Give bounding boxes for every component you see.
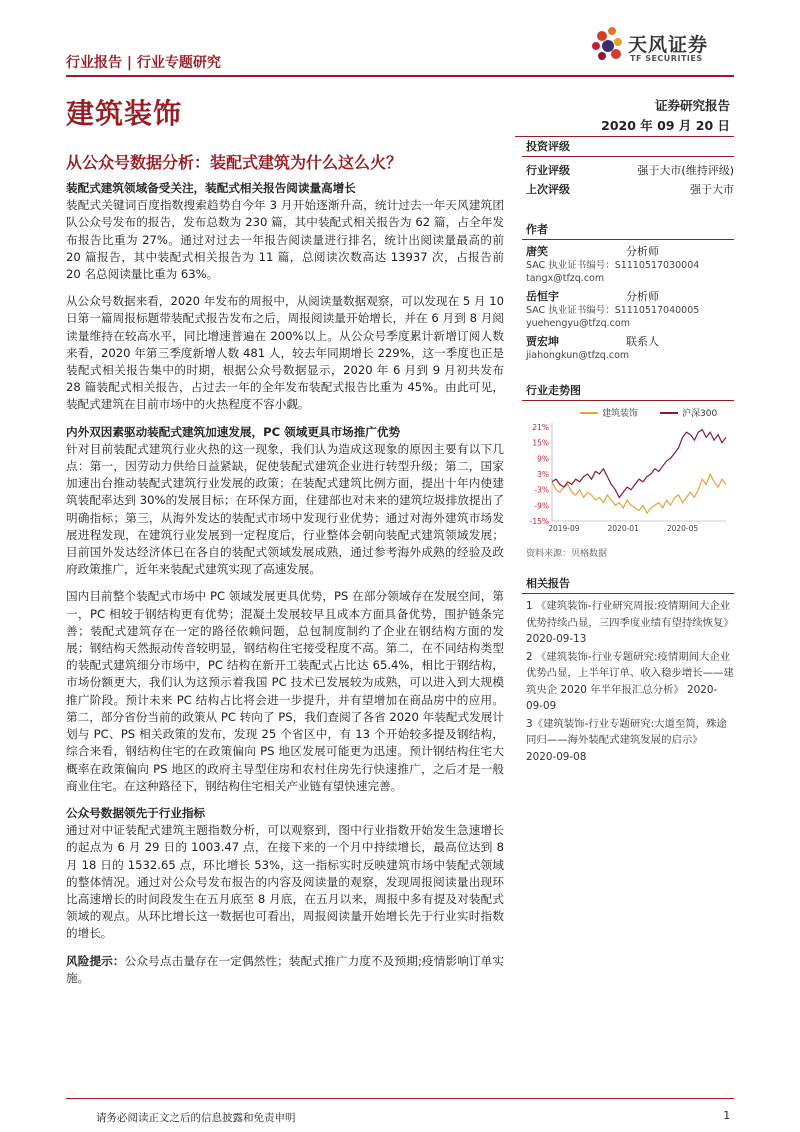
author-name: 岳恒宇 [526,290,559,303]
author-role: 联系人 [626,335,659,348]
industry-rating-label: 行业评级 [526,164,570,177]
x-tick-label: 2019-09 [548,524,580,533]
logo-name: 天风证券 [628,34,709,56]
risk-warning [66,953,504,987]
legend-label: 沪深300 [682,409,718,419]
author-email[interactable]: jiahongkun@tfzq.com [526,350,630,361]
industry-rating [522,161,734,180]
related-report-item[interactable]: 3《建筑装饰-行业专题研究:大道至简，殊途同归——海外装配式建筑发展的启示》 2020-09-08 [526,717,727,763]
section-heading-2: 内外双因素驱动装配式建筑加速发展，PC 领域更具市场推广优势 [66,424,401,439]
related-reports [522,598,734,765]
company-logo [588,22,738,68]
author-cert: SAC 执业证书编号：S1110517030004 [526,260,700,271]
prev-rating-label: 上次评级 [526,183,570,196]
author-role: 分析师 [626,245,659,258]
report-category: 行业报告 | 行业专题研究 [66,55,221,71]
paragraph: 从公众号数据来看，2020 年发布的周报中，从阅读量数据观察，可以发现在 5 月 10 日第一篇周报标题带装配式报告发布之后，周报阅读量开始增长，并在 6 月到 8 月阅读量维持在较高水平，同比增速普遍在 200%以上。从公众号季度累计新增订阅人数来看，2020 年第三季度新增人数 481 人，较去年同期增长 229%，这一季度也正是装配式相关报告集中的时期，根据公众号数据显示，2020 年 6 月到 9 月初共发布 28 篇装配式相关报告，占过去一年的全年发布装配式报告比重为 45%。由此可见，装配式建筑在目前市场中的火热程度不容小觑。 [66,294,504,412]
main-content [66,180,504,997]
authors-heading: 作者 [522,219,734,240]
y-tick-label: 21% [532,423,549,432]
section-heading-1: 装配式建筑领域备受关注，装配式相关报告阅读量高增长 [66,181,356,195]
chart-source: 资料来源：贝格数据 [526,549,608,559]
header-divider [66,75,734,77]
paragraph: 装配式关键词百度指数搜索趋势自今年 3 月开始逐渐升高，统计过去一年天风建筑团队公众号发布的报告，发布总数为 230 篇，其中装配式相关报告为 62 篇，占全年发布报告比重为 27%。通过对过去一年报告阅读量进行排名，统计出阅读量最高的前 20 篇报告，其中装配式相关报告为 11 篇，总阅读次数高达 13937 次，占报告前 20 名总阅读量比重为 63%。 [66,198,504,282]
x-tick-label: 2020-01 [607,524,639,533]
logo-en: TF SECURITIES [630,54,703,63]
footer-disclaimer[interactable]: 请务必阅读正文之后的信息披露和免责申明 [96,1112,296,1124]
page-number: 1 [723,1110,730,1122]
related-heading: 相关报告 [522,573,734,594]
paragraph: 国内目前整个装配式市场中 PC 领域发展更具优势，PS 在部分领域存在发展空间，第一，PC 相较于钢结构更有优势；混凝土发展较早且成本方面具备优势，围护链条完善；装配式建筑存在一定的路径依赖问题，总包制度制约了企业在钢结构方面的发展；钢结构天然振动传音较明显，钢结构住宅接受程度不高。第二，在不同结构类型的装配式建筑细分市场中，PC 结构在新开工装配式占比达 65.4%，相比于钢结构，市场份额更大，我们认为这预示着我国 PC 技术已发展较为成熟，可以进入到大规模推广阶段。预计未来 PC 结构占比将会进一步提升，并有望增加在商品房中的应用。第二，部分省份当前的政策从 PC 转向了 PS，我们查阅了各省 2020 年装配式发展计划与 PC、PS 相关政策的发布，发现 25 个省区中，有 13 个开始较多提及钢结构，综合来看，钢结构住宅的在政策偏向 PS 地区发展可能更为迅速。预计钢结构住宅大概率在政策偏向 PS 地区的政府主导型住房和农村住房先行快速推广，之后才是一般商业住宅。在这种路径下，钢结构住宅相关产业链有望快速完善。 [66,589,504,793]
author-name: 唐笑 [526,245,548,258]
rating-heading: 投资评级 [522,136,734,157]
industry-title: 建筑装饰 [66,97,183,130]
trend-chart [522,405,734,544]
report-date: 2020 年 09 月 20 日 [601,118,730,133]
footer-divider [66,1098,734,1099]
section-heading-3: 公众号数据领先于行业指标 [66,805,206,820]
legend-label: 建筑装饰 [602,409,639,419]
author-card [522,334,734,362]
author-role: 分析师 [626,290,659,303]
author-cert: SAC 执业证书编号：S1110517040005 [526,305,700,316]
industry-rating-value: 强于大市(维持评级) [637,164,734,177]
report-type: 证券研究报告 [654,98,730,113]
y-tick-label: -9% [534,501,549,511]
report-title: 从公众号数据分析：装配式建筑为什么这么火？ [66,153,403,172]
x-tick-label: 2020-05 [666,524,699,533]
paragraph: 针对目前装配式建筑行业火热的这一现象，我们认为造成这现象的原因主要有以下几点：第一，因劳动力供给日益紧缺，促使装配式建筑企业进行转型升级；第二，国家加速出台推动装配式建筑行业发展的政策；在装配式建筑比例方面，提出十年内使建筑装配率达到 30%的发展目标；在环保方面，住建部也对未来的建筑垃圾排放提出了明确指标；第三，从海外发达的装配式市场中发现行业优势；通过对海外建筑市场发展进程发现，在建筑行业发展到一定程度后，行业整体会朝向装配式建筑领域发展；目前国外发达经济体已在各自的装配式领域发展成熟，通过参考海外成熟的经验及政府政策推广，近年来装配式建筑实现了高速发展。 [66,441,504,577]
author-email[interactable]: tangx@tfzq.com [526,273,605,284]
trend-heading: 行业走势图 [522,380,734,401]
prev-rating-value: 强于大市 [690,183,734,196]
author-name: 贾宏坤 [526,335,559,348]
y-tick-label: 9% [537,454,549,464]
author-card [522,289,734,330]
sidebar [522,136,734,766]
paragraph: 通过对中证装配式建筑主题指数分析，可以观察到，图中行业指数开始发生急速增长的起点为 6 月 29 日的 1003.47 点，在接下来的一个月中持续增长，最高位达到 8 月 18 日的 1532.65 点，环比增长 53%，这一指标实时反映建筑市场中装配式领域的整体情况。通过对公众号发布报告的内容及阅读量的观察，发现周报阅读量出现环比高速增长的时间段发生在五月底至 8 月底，在五月以来，周报中多有提及对装配式领域的观点。从环比增长这一数据也可看出，周报阅读量开始增长先于行业实时指数的增长。 [66,823,504,941]
related-report-item[interactable]: 2 《建筑装饰-行业专题研究:疫情期间大企业优势凸显，上半年订单、收入稳步增长——建筑央企 2020 年半年报汇总分析》 2020-09-09 [526,650,734,712]
author-email[interactable]: yuehengyu@tfzq.com [526,318,630,329]
related-report-item[interactable]: 1 《建筑装饰-行业研究周报:疫情期间大企业优势持续凸显，三四季度业绩有望持续恢复》 2020-09-13 [526,600,734,645]
risk-text: 公众号点击量存在一定偶然性；装配式推广力度不及预期;疫情影响订单实施。 [66,953,504,985]
risk-label: 风险提示： [66,953,125,968]
prev-rating [522,180,734,199]
y-tick-label: 15% [532,438,549,448]
trend-chart-svg [522,405,734,541]
y-tick-label: -15% [529,517,549,526]
series-line [552,430,726,498]
y-tick-label: 3% [537,470,549,479]
author-card [522,244,734,285]
y-tick-label: -3% [534,485,549,495]
